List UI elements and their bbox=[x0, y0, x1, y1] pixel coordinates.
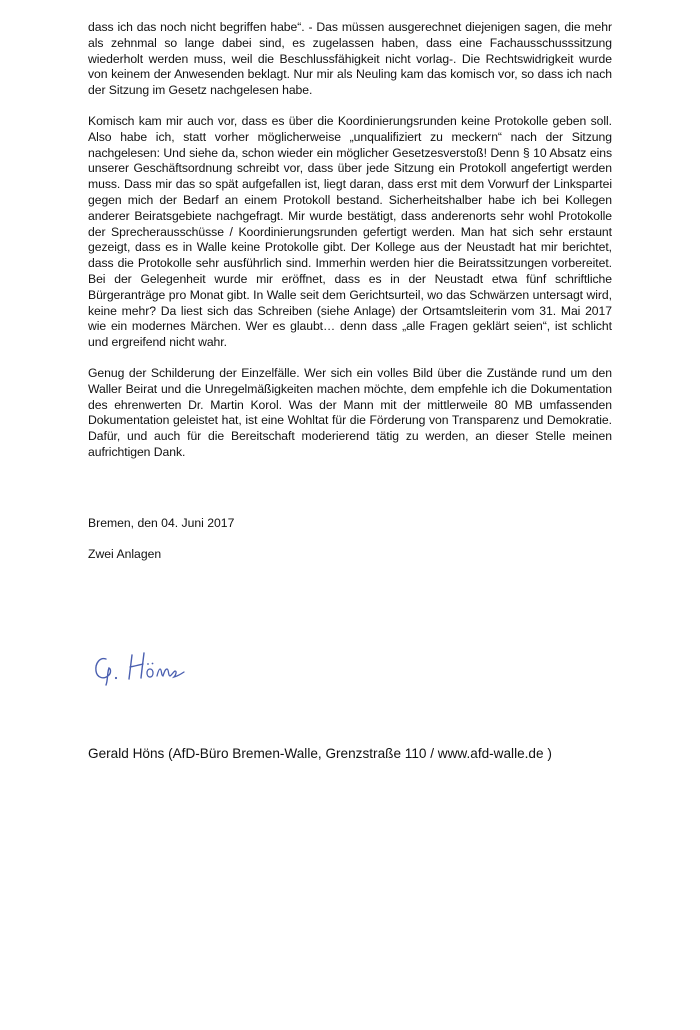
paragraph-3: Genug der Schilderung der Einzelfälle. Wer sich ein volles Bild über die Zustände rund um den Waller Beirat und die Unregelmäßigkeiten machen möchte, dem empfehle ich die Dokumentation des ehrenwerten Dr. Martin Korol. Was der Mann mit der mittlerweile 80 MB umfassenden Dokumentation geleistet hat, ist eine Wohltat für die Förderung von Transparenz und Demokratie. Dafür, und auch für die Bereitschaft moderierend tätig zu werden, an dieser Stelle meinen aufrichtigen Dank. bbox=[88, 365, 612, 459]
attachments-line: Zwei Anlagen bbox=[88, 547, 162, 561]
sender-line: Gerald Höns (AfD-Büro Bremen-Walle, Grenzstraße 110 / www.afd-walle.de ) bbox=[88, 746, 552, 761]
date-line: Bremen, den 04. Juni 2017 bbox=[88, 516, 235, 530]
letter-body bbox=[88, 20, 612, 476]
paragraph-2: Komisch kam mir auch vor, dass es über die Koordinierungsrunden keine Protokolle geben soll. Also habe ich, statt vorher möglicherweise „unqualifiziert zu meckern“ nach der Sitzung nachgelesen: Und siehe da, schon wieder ein möglicher Gesetzesverstoß! Denn § 10 Absatz eins unserer Geschäftsordnung schreibt vor, dass über jede Sitzung ein Protokoll angefertigt werden muss. Dass mir das so spät aufgefallen ist, liegt daran, dass erst mit dem Vorwurf der Linkspartei gegen mich der Bedarf an einem Protokoll bestand. Sicherheitshalber habe ich bei Kollegen anderer Beiratsgebiete nachgefragt. Mir wurde bestätigt, dass anderenorts sehr wohl Protokolle der Sprecherausschüsse / Koordinierungsrunden gefertigt werden. Man hat sich sehr erstaunt gezeigt, dass es in Walle keine Protokolle gibt. Der Kollege aus der Neustadt hat mir berichtet, dass die Protokolle sehr ausführlich sind. Immerhin werden hier die Beiratssitzungen vorbereitet. Bei der Gelegenheit wurde mir eröffnet, dass es in der Neustadt etwa fünf schriftliche Bürgeranträge pro Monat gibt. In Walle seit dem Gerichtsurteil, wo das Schwärzen untersagt wird, keine mehr? Da liest sich das Schreiben (siehe Anlage) der Ortsamtsleiterin vom 31. Mai 2017 wie ein modernes Märchen. Wer es glaubt… denn dass „alle Fragen geklärt seien“, ist schlicht und ergreifend nicht wahr. bbox=[88, 113, 612, 350]
handwritten-signature bbox=[92, 647, 202, 687]
paragraph-1: dass ich das noch nicht begriffen habe“. - Das müssen ausgerechnet diejenigen sagen, die mehr als zehnmal so lange dabei sind, es zugelassen haben, dass eine Fachausschusssitzung wiederholt werden muss, weil die Beschlussfähigkeit nicht vorlag-. Die Rechtswidrigkeit wurde von keinem der Anwesenden beklagt. Nur mir als Neuling kam das komisch vor, so dass ich nach der Sitzung im Gesetz nachgelesen habe. bbox=[88, 20, 612, 98]
